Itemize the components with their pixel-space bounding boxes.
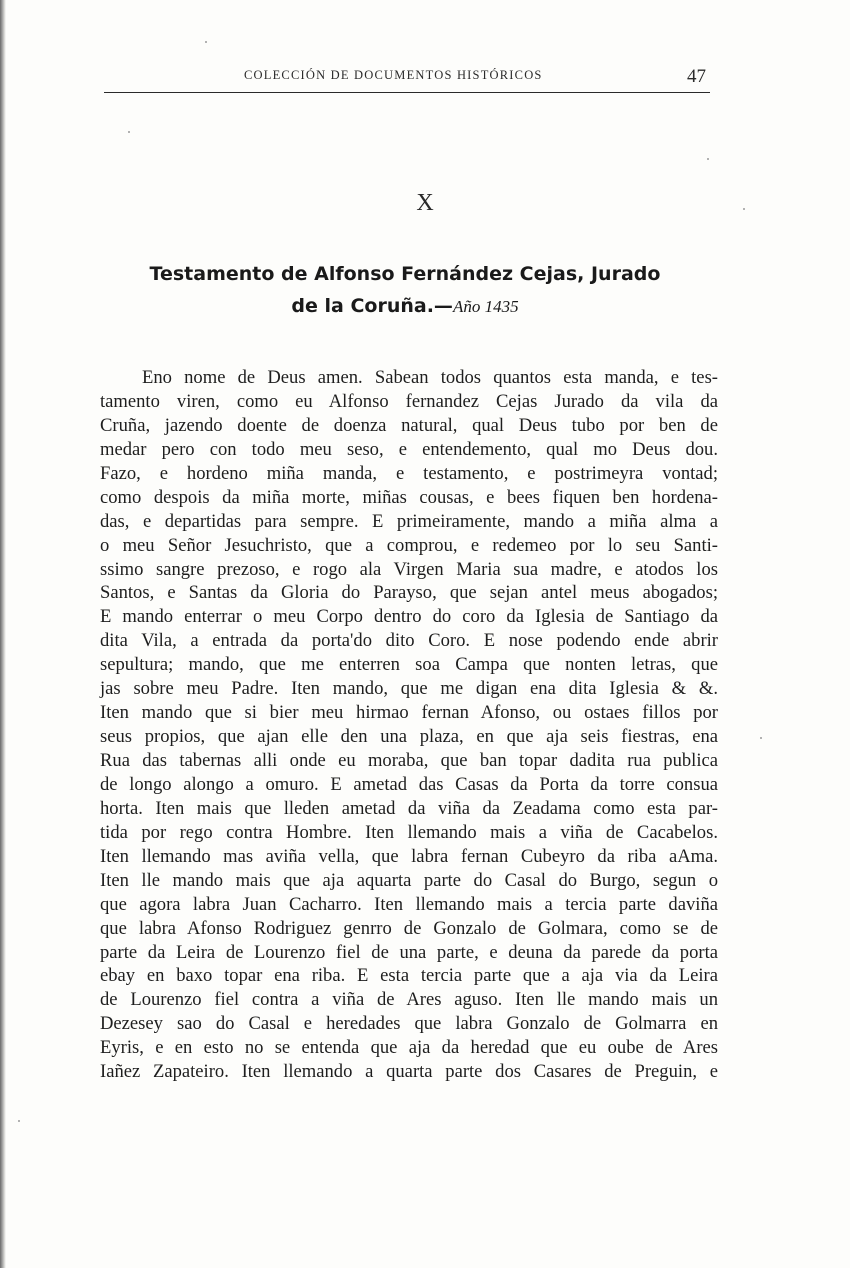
body-line: Eno nome de Deus amen. Sabean todos quantos esta manda, e tes- <box>142 367 718 388</box>
body-line: de Lourenzo fiel contra a viña de Ares aguso. Iten lle mando mais un <box>100 989 718 1011</box>
body-line: Fazo, e hordeno miña manda, e testamento, e postrimeyra vontad; <box>100 462 718 484</box>
paper-speck <box>18 1120 20 1122</box>
body-line: Iten lle mando mais que aja aquarta parte do Casal do Burgo, segun o <box>100 869 718 891</box>
body-line: ebay en baxo topar ena riba. E esta tercia parte que a aja via da Leira <box>100 965 718 987</box>
body-line: que agora labra Juan Cacharro. Iten llemando mais a tercia parte daviña <box>100 893 718 915</box>
body-line: Eyris, e en esto no se entenda que aja da heredad que eu oube de Ares <box>100 1037 718 1059</box>
body-line: Iten llemando mas aviña vella, que labra fernan Cubeyro da riba aAma. <box>100 845 718 867</box>
title-year: Año 1435 <box>452 297 519 316</box>
title-place: de la Coruña.— <box>291 295 453 317</box>
paper-speck <box>760 737 762 739</box>
body-line: Dezesey sao do Casal e heredades que labra Gonzalo de Golmarra en <box>100 1013 718 1035</box>
body-line: Rua das tabernas alli onde eu moraba, que ban topar dadita rua publica <box>100 750 718 771</box>
body-line: ssimo sangre prezoso, e rogo ala Virgen Maria sua madre, e atodos los <box>100 558 718 580</box>
page-number: 47 <box>687 66 706 87</box>
paper-speck <box>205 41 207 43</box>
body-line: de longo alongo a omuro. E ametad das Casas da Porta da torre consua <box>100 773 718 795</box>
body-line: Santos, e Santas da Gloria do Parayso, que sejan antel meus abogados; <box>100 582 718 604</box>
body-text <box>100 366 718 1084</box>
title-line-1: Testamento de Alfonso Fernández Cejas, Jurado <box>149 263 661 285</box>
body-line: tida por rego contra Hombre. Iten llemando mais a viña de Cacabelos. <box>100 821 718 843</box>
section-number: X <box>416 190 434 216</box>
body-line: dita Vila, a entrada da porta'do dito Coro. E nose podendo ende abrir <box>100 630 718 652</box>
body-line: como despois da miña morte, miñas cousas, e bees fiquen ben hordena- <box>100 486 718 508</box>
running-title: COLECCIÓN DE DOCUMENTOS HISTÓRICOS <box>244 68 543 82</box>
paper-speck <box>743 208 745 210</box>
body-line: Cruña, jazendo doente de doenza natural, qual Deus tubo por ben de <box>100 414 718 436</box>
body-line: seus propios, que ajan elle den una plaza, en que aja seis fiestras, ena <box>100 726 718 748</box>
body-line: E mando enterrar o meu Corpo dentro do coro da Iglesia de Santiago da <box>100 606 718 628</box>
body-line: que labra Afonso Rodriguez genrro de Gonzalo de Golmara, como se de <box>100 917 718 939</box>
paper-speck <box>128 131 130 133</box>
body-line: sepultura; mando, que me enterren soa Campa que nonten letras, que <box>100 654 718 676</box>
body-line: Iten mando que si bier meu hirmao fernan Afonso, ou ostaes fillos por <box>100 702 718 724</box>
body-line: jas sobre meu Padre. Iten mando, que me digan ena dita Iglesia & &. <box>100 678 718 700</box>
body-line: das, e departidas para sempre. E primeiramente, mando a miña alma a <box>100 510 718 532</box>
body-line: medar pero con todo meu seso, e entendemento, qual mo Deus dou. <box>100 438 718 460</box>
body-line: Iañez Zapateiro. Iten llemando a quarta parte dos Casares de Preguin, e <box>100 1061 718 1083</box>
body-line: o meu Señor Jesuchristo, que a comprou, e redemeo por lo seu Santi- <box>100 534 718 556</box>
body-line: tamento viren, como eu Alfonso fernandez Cejas Jurado da vila da <box>100 390 718 412</box>
body-line: horta. Iten mais que lleden ametad da viña da Zeadama como esta par- <box>100 797 718 819</box>
body-line: parte da Leira de Lourenzo fiel de una parte, e deuna da parede da porta <box>100 941 718 963</box>
title-line-2 <box>100 290 710 323</box>
document-title <box>100 258 710 323</box>
running-header <box>104 62 710 93</box>
paper-speck <box>707 158 709 160</box>
